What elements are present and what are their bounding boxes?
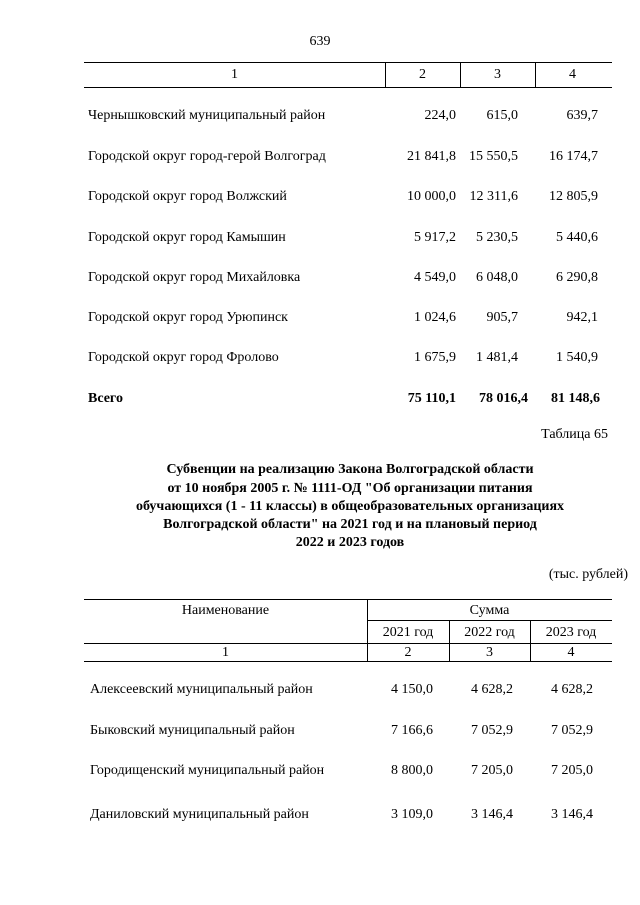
- table-1-header-4: 4: [569, 67, 576, 82]
- value-2023: 7 052,9: [551, 723, 593, 738]
- column-header-sum: Сумма: [469, 603, 510, 618]
- value-col-3: 615,0: [486, 108, 518, 123]
- title-line: Волгоградской области" на 2021 год и на плановый период: [163, 517, 537, 532]
- value-col-4: 639,7: [566, 108, 598, 123]
- value-col-2: 5 917,2: [414, 230, 456, 245]
- value-col-2: 21 841,8: [407, 149, 456, 164]
- table-2-top-rule: [84, 599, 612, 600]
- table-1-header-2: 2: [419, 67, 426, 82]
- title-line: 2022 и 2023 годов: [295, 535, 405, 550]
- value-col-4: 1 540,9: [556, 350, 598, 365]
- value-col-2: 10 000,0: [407, 189, 456, 204]
- title-line: обучающихся (1 - 11 классы) в общеобразовательных организациях: [135, 499, 565, 514]
- value-col-2: 1 675,9: [414, 350, 456, 365]
- row-name: Алексеевский муниципальный район: [90, 682, 313, 697]
- row-name: Городской округ город Волжский: [88, 189, 287, 204]
- value-2023: 7 205,0: [551, 763, 593, 778]
- units-label: (тыс. рублей): [548, 567, 628, 582]
- column-header-year-2023: 2023 год: [545, 625, 597, 640]
- total-col-2: 75 110,1: [407, 391, 456, 406]
- value-2021: 3 109,0: [391, 807, 433, 822]
- row-name: Быковский муниципальный район: [90, 723, 295, 738]
- value-2022: 4 628,2: [471, 682, 513, 697]
- value-2023: 3 146,4: [551, 807, 593, 822]
- value-col-4: 12 805,9: [549, 189, 598, 204]
- value-2022: 7 205,0: [471, 763, 513, 778]
- title-line: от 10 ноября 2005 г. № 1111-ОД "Об организации питания: [167, 481, 533, 496]
- value-col-2: 1 024,6: [414, 310, 456, 325]
- table-2-header-rule: [84, 661, 612, 662]
- value-2023: 4 628,2: [551, 682, 593, 697]
- column-number-2: 2: [404, 645, 412, 660]
- value-2022: 7 052,9: [471, 723, 513, 738]
- row-name: Городищенский муниципальный район: [90, 763, 325, 778]
- table-2-sum-rule: [367, 620, 612, 621]
- total-col-4: 81 148,6: [551, 391, 600, 406]
- value-col-3: 1 481,4: [476, 350, 518, 365]
- value-col-3: 15 550,5: [469, 149, 518, 164]
- total-label: Всего: [88, 391, 123, 406]
- table-2-year-rule: [84, 643, 612, 644]
- value-2022: 3 146,4: [471, 807, 513, 822]
- table-1-top-rule: [84, 62, 612, 63]
- row-name: Городской округ город Михайловка: [88, 270, 301, 285]
- row-name: Городской округ город-герой Волгоград: [88, 149, 326, 164]
- row-name: Даниловский муниципальный район: [90, 807, 309, 822]
- row-name: Городской округ город Урюпинск: [88, 310, 288, 325]
- value-col-3: 5 230,5: [476, 230, 518, 245]
- column-number-1: 1: [222, 645, 229, 660]
- value-col-3: 905,7: [486, 310, 518, 325]
- title-line: Субвенции на реализацию Закона Волгоградской области: [166, 462, 534, 477]
- column-header-year-2022: 2022 год: [464, 625, 515, 640]
- table-label: Таблица 65: [541, 427, 608, 442]
- value-col-3: 12 311,6: [469, 189, 518, 204]
- value-col-4: 16 174,7: [549, 149, 598, 164]
- value-col-2: 224,0: [424, 108, 456, 123]
- table-1-header-1: 1: [231, 67, 238, 82]
- value-col-4: 6 290,8: [556, 270, 598, 285]
- row-name: Городской округ город Фролово: [88, 350, 279, 365]
- column-number-4: 4: [567, 645, 575, 660]
- total-col-3: 78 016,4: [479, 391, 528, 406]
- row-name: Чернышковский муниципальный район: [88, 108, 326, 123]
- value-col-2: 4 549,0: [414, 270, 456, 285]
- value-col-4: 5 440,6: [556, 230, 598, 245]
- column-header-year-2021: 2021 год: [382, 625, 434, 640]
- value-2021: 8 800,0: [391, 763, 433, 778]
- table-1-header-rule: [84, 87, 612, 88]
- value-2021: 4 150,0: [391, 682, 433, 697]
- value-col-4: 942,1: [566, 310, 598, 325]
- table-1-header-3: 3: [494, 67, 501, 82]
- column-header-name: Наименование: [181, 603, 270, 618]
- row-name: Городской округ город Камышин: [88, 230, 286, 245]
- value-2021: 7 166,6: [391, 723, 433, 738]
- column-number-3: 3: [486, 645, 493, 660]
- value-col-3: 6 048,0: [476, 270, 518, 285]
- page-number: 639: [309, 34, 331, 49]
